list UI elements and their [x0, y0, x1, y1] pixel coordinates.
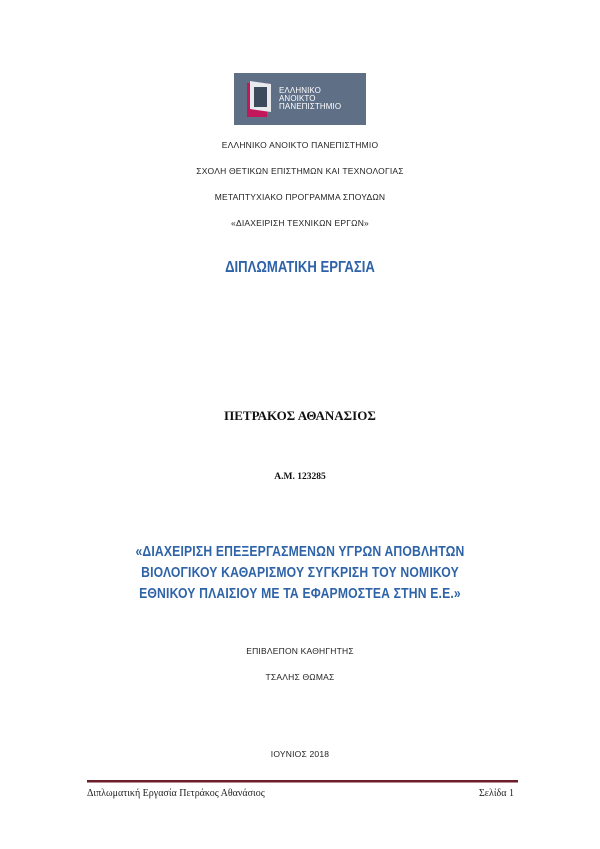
- author-name: ΠΕΤΡΑΚΟΣ ΑΘΑΝΑΣΙΟΣ: [224, 408, 376, 423]
- university-logo: [234, 73, 366, 125]
- university-name: ΕΛΛΗΝΙΚΟ ΑΝΟΙΚΤΟ ΠΑΝΕΠΙΣΤΗΜΙΟ: [221, 140, 379, 150]
- logo-line-2: ΑΝΟΙΚΤΟ: [279, 94, 316, 103]
- footer-left-text: Διπλωματική Εργασία Πετράκος Αθανάσιος: [87, 788, 265, 799]
- program-name: ΜΕΤΑΠΤΥΧΙΑΚΟ ΠΡΟΓΡΑΜΜΑ ΣΠΟΥΔΩΝ: [214, 192, 386, 202]
- supervisor-name: ΤΣΑΛΗΣ ΘΩΜΑΣ: [265, 672, 335, 682]
- thesis-title-line-3: ΕΘΝΙΚΟΥ ΠΛΑΙΣΙΟΥ ΜΕ ΤΑ ΕΦΑΡΜΟΣΤΕΑ ΣΤΗΝ Ε.Ε.»: [139, 586, 461, 602]
- logo-line-3: ΠΑΝΕΠΙΣΤΗΜΙΟ: [279, 102, 342, 111]
- supervisor-label: ΕΠΙΒΛΕΠΟΝ ΚΑΘΗΓΗΤΗΣ: [246, 646, 354, 656]
- logo-line-1: ΕΛΛΗΝΙΚΟ: [279, 86, 321, 95]
- footer-rule-secondary: [87, 782, 518, 783]
- school-name: ΣΧΟΛΗ ΘΕΤΙΚΩΝ ΕΠΙΣΤΗΜΩΝ ΚΑΙ ΤΕΧΝΟΛΟΓΙΑΣ: [196, 166, 404, 176]
- registration-number: Α.Μ. 123285: [274, 472, 326, 482]
- submission-date: ΙΟΥΝΙΟΣ 2018: [270, 749, 330, 759]
- book-icon: [247, 81, 273, 117]
- thesis-title-line-2: ΒΙΟΛΟΓΙΚΟΥ ΚΑΘΑΡΙΣΜΟΥ ΣΥΓΚΡΙΣΗ ΤΟΥ ΝΟΜΙΚΟΥ: [141, 565, 459, 581]
- thesis-title-line-1: «ΔΙΑΧΕΙΡΙΣΗ ΕΠΕΞΕΡΓΑΣΜΕΝΩΝ ΥΓΡΩΝ ΑΠΟΒΛΗΤΩΝ: [135, 544, 465, 560]
- page-number: Σελίδα 1: [478, 788, 514, 799]
- thesis-title: [48, 542, 552, 605]
- document-type-heading: ΔΙΠΛΩΜΑΤΙΚΗ ΕΡΓΑΣΙΑ: [225, 259, 375, 276]
- logo-text: [279, 87, 363, 111]
- specialization-name: «ΔΙΑΧΕΙΡΙΣΗ ΤΕΧΝΙΚΩΝ ΕΡΓΩΝ»: [231, 218, 369, 228]
